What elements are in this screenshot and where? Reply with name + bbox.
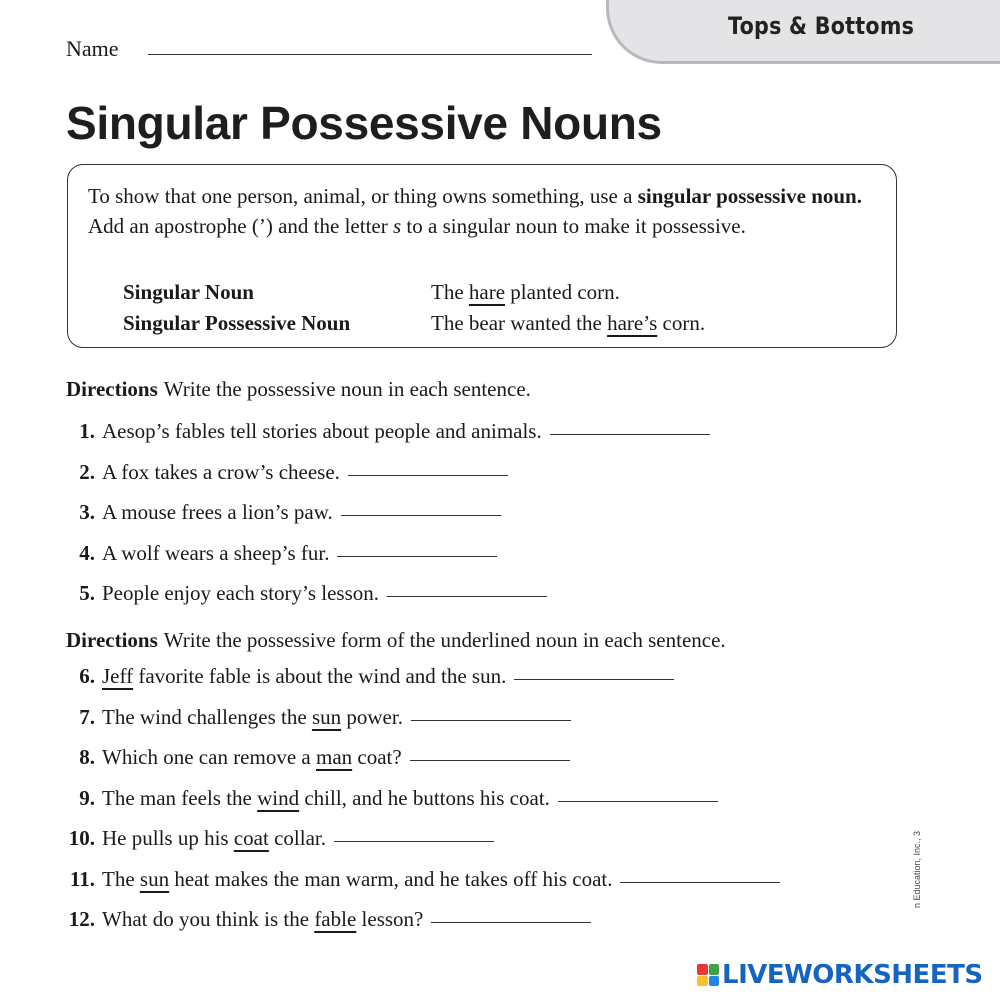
answer-blank[interactable] <box>337 556 497 557</box>
answer-blank[interactable] <box>431 922 591 923</box>
answer-blank[interactable] <box>410 760 570 761</box>
item-sentence: Jeff favorite fable is about the wind and the sun. <box>102 664 507 688</box>
liveworksheets-logo-icon <box>697 964 719 986</box>
item-sentence: Aesop’s fables tell stories about people and animals. <box>102 419 542 443</box>
item-sentence: A mouse frees a lion’s paw. <box>102 500 333 524</box>
exercise-item <box>68 664 674 689</box>
exercise-item <box>68 867 780 892</box>
item-sentence: Which one can remove a man coat? <box>102 745 402 769</box>
exercise-item <box>68 419 710 444</box>
exercise-item <box>68 705 571 730</box>
answer-blank[interactable] <box>411 720 571 721</box>
copyright-text: n Education, Inc., 3 <box>912 830 922 908</box>
rule-text: To show that one person, animal, or thing owns something, use a singular possessive noun. Add an apostrophe (’) and the letter s to a singular noun to make it possessive. <box>88 184 862 238</box>
item-sentence: He pulls up his coat collar. <box>102 826 326 850</box>
answer-blank[interactable] <box>334 841 494 842</box>
underlined-noun: man <box>315 745 353 769</box>
exercise-item <box>68 500 501 525</box>
answer-blank[interactable] <box>348 475 508 476</box>
item-number: 3. <box>79 500 95 524</box>
liveworksheets-watermark: LIVEWORKSHEETS <box>697 960 983 990</box>
item-number: 4. <box>79 540 95 565</box>
directions-1: Directions Write the possessive noun in each sentence. <box>66 377 531 401</box>
answer-blank[interactable] <box>514 679 674 680</box>
item-number: 8. <box>79 745 95 769</box>
exercise-item <box>68 460 508 485</box>
item-sentence: The sun heat makes the man warm, and he takes off his coat. <box>102 866 613 891</box>
underlined-noun: Jeff <box>102 664 134 688</box>
exercise-item <box>68 745 570 770</box>
item-number: 9. <box>79 785 95 810</box>
example-sentence: The bear wanted the hare’s corn. <box>431 311 706 335</box>
item-sentence: The wind challenges the sun power. <box>102 704 403 729</box>
example-label: Singular Noun <box>123 280 254 304</box>
answer-blank[interactable] <box>550 434 710 435</box>
item-number: 11. <box>69 866 95 891</box>
item-number: 7. <box>79 704 95 729</box>
item-sentence: The man feels the wind chill, and he buttons his coat. <box>102 785 550 810</box>
underlined-noun: wind <box>257 785 300 810</box>
exercise-item <box>68 541 497 566</box>
page-title: Singular Possessive Nouns <box>66 97 662 149</box>
exercise-item <box>68 786 718 811</box>
underlined-noun: sun <box>139 866 170 891</box>
underlined-noun: coat <box>233 826 269 850</box>
item-number: 1. <box>79 419 95 443</box>
name-line <box>148 54 592 55</box>
unit-title: Tops & Bottoms <box>728 12 915 40</box>
item-number: 5. <box>79 581 95 605</box>
item-sentence: A wolf wears a sheep’s fur. <box>102 540 330 565</box>
example-sentence: The hare planted corn. <box>431 280 620 304</box>
name-label: Name <box>66 36 119 61</box>
item-sentence: People enjoy each story’s lesson. <box>102 581 380 605</box>
answer-blank[interactable] <box>387 596 547 597</box>
underlined-noun: fable <box>314 907 357 931</box>
item-sentence: A fox takes a crow’s cheese. <box>102 459 340 484</box>
exercise-item <box>68 907 591 932</box>
item-number: 2. <box>79 459 95 484</box>
item-number: 6. <box>79 664 95 688</box>
underlined-noun: sun <box>311 704 342 729</box>
exercise-item <box>68 581 547 606</box>
example-label: Singular Possessive Noun <box>123 311 351 335</box>
item-number: 12. <box>68 907 95 931</box>
item-sentence: What do you think is the fable lesson? <box>102 907 424 931</box>
rule-box <box>67 164 897 348</box>
answer-blank[interactable] <box>341 515 501 516</box>
directions-2: Directions Write the possessive form of the underlined noun in each sentence. <box>66 628 726 652</box>
answer-blank[interactable] <box>620 882 780 883</box>
item-number: 10. <box>68 826 95 850</box>
exercise-item <box>68 826 494 851</box>
answer-blank[interactable] <box>558 801 718 802</box>
